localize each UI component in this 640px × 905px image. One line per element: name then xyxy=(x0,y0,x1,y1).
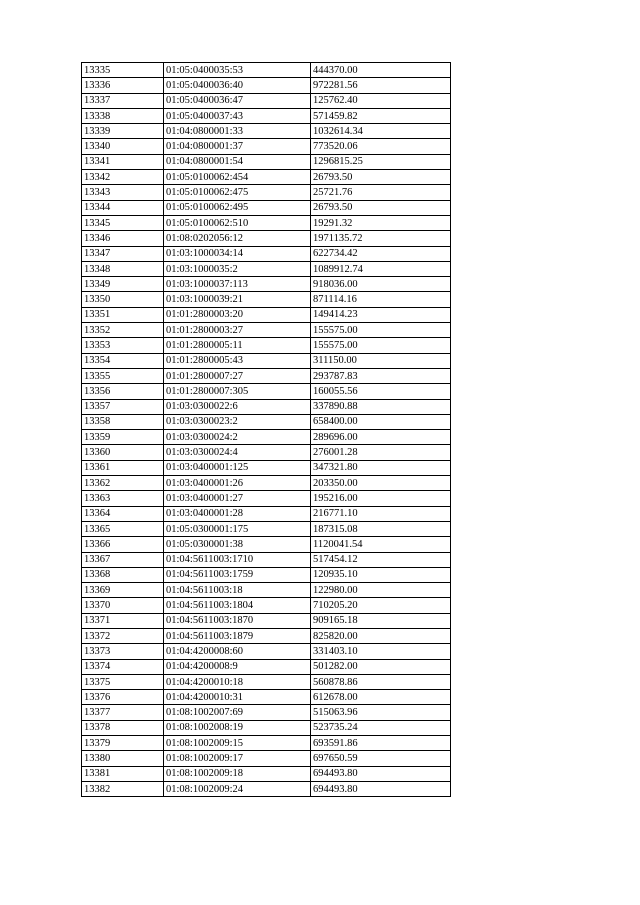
cadastral-number-cell: 01:08:1002009:24 xyxy=(164,781,311,796)
cadastral-number-cell: 01:03:0300022:6 xyxy=(164,399,311,414)
row-number-cell: 13376 xyxy=(82,690,164,705)
value-cell: 122980.00 xyxy=(311,583,451,598)
cadastral-number-cell: 01:05:0100062:510 xyxy=(164,215,311,230)
table-row xyxy=(82,705,451,720)
table-row xyxy=(82,736,451,751)
value-cell: 160055.56 xyxy=(311,384,451,399)
table-row xyxy=(82,460,451,475)
table-row xyxy=(82,583,451,598)
value-cell: 276001.28 xyxy=(311,445,451,460)
table-row xyxy=(82,277,451,292)
row-number-cell: 13370 xyxy=(82,598,164,613)
value-cell: 19291.32 xyxy=(311,215,451,230)
table-row xyxy=(82,537,451,552)
cadastral-number-cell: 01:03:1000037:113 xyxy=(164,277,311,292)
cadastral-number-cell: 01:03:0300024:2 xyxy=(164,430,311,445)
table-row xyxy=(82,506,451,521)
table-row xyxy=(82,720,451,735)
cadastral-number-cell: 01:05:0100062:475 xyxy=(164,185,311,200)
row-number-cell: 13352 xyxy=(82,323,164,338)
table-body xyxy=(82,63,451,797)
row-number-cell: 13368 xyxy=(82,567,164,582)
table-row xyxy=(82,323,451,338)
row-number-cell: 13354 xyxy=(82,353,164,368)
cadastral-number-cell: 01:05:0100062:495 xyxy=(164,200,311,215)
row-number-cell: 13347 xyxy=(82,246,164,261)
value-cell: 517454.12 xyxy=(311,552,451,567)
row-number-cell: 13369 xyxy=(82,583,164,598)
value-cell: 612678.00 xyxy=(311,690,451,705)
table-row xyxy=(82,368,451,383)
row-number-cell: 13355 xyxy=(82,368,164,383)
value-cell: 658400.00 xyxy=(311,414,451,429)
value-cell: 289696.00 xyxy=(311,430,451,445)
table-row xyxy=(82,292,451,307)
cadastral-number-cell: 01:04:0800001:33 xyxy=(164,124,311,139)
row-number-cell: 13353 xyxy=(82,338,164,353)
cadastral-number-cell: 01:01:2800005:11 xyxy=(164,338,311,353)
value-cell: 216771.10 xyxy=(311,506,451,521)
table-row xyxy=(82,567,451,582)
cadastral-number-cell: 01:03:0300023:2 xyxy=(164,414,311,429)
cadastral-number-cell: 01:04:5611003:1870 xyxy=(164,613,311,628)
cadastral-number-cell: 01:05:0400037:43 xyxy=(164,108,311,123)
row-number-cell: 13372 xyxy=(82,628,164,643)
value-cell: 26793.50 xyxy=(311,200,451,215)
row-number-cell: 13358 xyxy=(82,414,164,429)
row-number-cell: 13357 xyxy=(82,399,164,414)
row-number-cell: 13363 xyxy=(82,491,164,506)
cadastral-number-cell: 01:05:0100062:454 xyxy=(164,170,311,185)
table-row xyxy=(82,93,451,108)
cadastral-number-cell: 01:04:4200008:9 xyxy=(164,659,311,674)
cadastral-number-cell: 01:05:0400035:53 xyxy=(164,63,311,78)
cadastral-number-cell: 01:08:1002007:69 xyxy=(164,705,311,720)
value-cell: 149414.23 xyxy=(311,307,451,322)
value-cell: 694493.80 xyxy=(311,766,451,781)
row-number-cell: 13371 xyxy=(82,613,164,628)
value-cell: 693591.86 xyxy=(311,736,451,751)
row-number-cell: 13336 xyxy=(82,78,164,93)
table-row xyxy=(82,353,451,368)
value-cell: 1089912.74 xyxy=(311,261,451,276)
value-cell: 773520.06 xyxy=(311,139,451,154)
cadastral-number-cell: 01:04:4200010:31 xyxy=(164,690,311,705)
value-cell: 444370.00 xyxy=(311,63,451,78)
value-cell: 155575.00 xyxy=(311,338,451,353)
row-number-cell: 13335 xyxy=(82,63,164,78)
cadastral-number-cell: 01:03:1000035:2 xyxy=(164,261,311,276)
table-row xyxy=(82,307,451,322)
cadastral-number-cell: 01:04:4200008:60 xyxy=(164,644,311,659)
value-cell: 347321.80 xyxy=(311,460,451,475)
table-row xyxy=(82,674,451,689)
value-cell: 293787.83 xyxy=(311,368,451,383)
row-number-cell: 13364 xyxy=(82,506,164,521)
value-cell: 311150.00 xyxy=(311,353,451,368)
cadastral-number-cell: 01:08:0202056:12 xyxy=(164,231,311,246)
value-cell: 697650.59 xyxy=(311,751,451,766)
row-number-cell: 13348 xyxy=(82,261,164,276)
value-cell: 710205.20 xyxy=(311,598,451,613)
value-cell: 560878.86 xyxy=(311,674,451,689)
cadastral-number-cell: 01:08:1002009:15 xyxy=(164,736,311,751)
value-cell: 187315.08 xyxy=(311,521,451,536)
row-number-cell: 13381 xyxy=(82,766,164,781)
row-number-cell: 13362 xyxy=(82,476,164,491)
cadastral-number-cell: 01:03:0400001:26 xyxy=(164,476,311,491)
cadastral-number-cell: 01:04:5611003:1804 xyxy=(164,598,311,613)
row-number-cell: 13350 xyxy=(82,292,164,307)
row-number-cell: 13351 xyxy=(82,307,164,322)
table-row xyxy=(82,185,451,200)
table-row xyxy=(82,644,451,659)
cadastral-number-cell: 01:03:0300024:4 xyxy=(164,445,311,460)
table-row xyxy=(82,598,451,613)
value-cell: 26793.50 xyxy=(311,170,451,185)
value-cell: 337890.88 xyxy=(311,399,451,414)
value-cell: 331403.10 xyxy=(311,644,451,659)
row-number-cell: 13366 xyxy=(82,537,164,552)
value-cell: 1120041.54 xyxy=(311,537,451,552)
cadastral-number-cell: 01:05:0400036:40 xyxy=(164,78,311,93)
cadastral-number-cell: 01:01:2800003:20 xyxy=(164,307,311,322)
cadastral-number-cell: 01:03:0400001:125 xyxy=(164,460,311,475)
table-row xyxy=(82,491,451,506)
row-number-cell: 13360 xyxy=(82,445,164,460)
table-row xyxy=(82,108,451,123)
cadastral-number-cell: 01:04:5611003:1710 xyxy=(164,552,311,567)
table-row xyxy=(82,552,451,567)
cadastral-number-cell: 01:05:0400036:47 xyxy=(164,93,311,108)
table-row xyxy=(82,690,451,705)
row-number-cell: 13365 xyxy=(82,521,164,536)
cadastral-number-cell: 01:01:2800005:43 xyxy=(164,353,311,368)
value-cell: 125762.40 xyxy=(311,93,451,108)
table-row xyxy=(82,384,451,399)
value-cell: 523735.24 xyxy=(311,720,451,735)
table-row xyxy=(82,170,451,185)
value-cell: 909165.18 xyxy=(311,613,451,628)
value-cell: 1032614.34 xyxy=(311,124,451,139)
row-number-cell: 13379 xyxy=(82,736,164,751)
table-row xyxy=(82,124,451,139)
table-row xyxy=(82,338,451,353)
row-number-cell: 13346 xyxy=(82,231,164,246)
row-number-cell: 13361 xyxy=(82,460,164,475)
cadastral-number-cell: 01:04:4200010:18 xyxy=(164,674,311,689)
table-row xyxy=(82,154,451,169)
cadastral-number-cell: 01:03:1000039:21 xyxy=(164,292,311,307)
cadastral-number-cell: 01:03:0400001:27 xyxy=(164,491,311,506)
cadastral-number-cell: 01:04:5611003:1879 xyxy=(164,628,311,643)
row-number-cell: 13375 xyxy=(82,674,164,689)
cadastral-number-cell: 01:01:2800007:27 xyxy=(164,368,311,383)
row-number-cell: 13342 xyxy=(82,170,164,185)
table-row xyxy=(82,766,451,781)
cadastral-number-cell: 01:04:5611003:18 xyxy=(164,583,311,598)
table-row xyxy=(82,659,451,674)
data-table xyxy=(81,62,451,797)
cadastral-number-cell: 01:08:1002008:19 xyxy=(164,720,311,735)
cadastral-number-cell: 01:08:1002009:18 xyxy=(164,766,311,781)
cadastral-number-cell: 01:01:2800007:305 xyxy=(164,384,311,399)
row-number-cell: 13341 xyxy=(82,154,164,169)
row-number-cell: 13345 xyxy=(82,215,164,230)
value-cell: 622734.42 xyxy=(311,246,451,261)
row-number-cell: 13382 xyxy=(82,781,164,796)
value-cell: 120935.10 xyxy=(311,567,451,582)
row-number-cell: 13367 xyxy=(82,552,164,567)
row-number-cell: 13340 xyxy=(82,139,164,154)
table-row xyxy=(82,414,451,429)
row-number-cell: 13349 xyxy=(82,277,164,292)
value-cell: 918036.00 xyxy=(311,277,451,292)
table-row xyxy=(82,78,451,93)
value-cell: 571459.82 xyxy=(311,108,451,123)
table-row xyxy=(82,445,451,460)
table-row xyxy=(82,613,451,628)
value-cell: 195216.00 xyxy=(311,491,451,506)
cadastral-number-cell: 01:05:0300001:175 xyxy=(164,521,311,536)
row-number-cell: 13377 xyxy=(82,705,164,720)
cadastral-number-cell: 01:05:0300001:38 xyxy=(164,537,311,552)
row-number-cell: 13359 xyxy=(82,430,164,445)
value-cell: 155575.00 xyxy=(311,323,451,338)
table-row xyxy=(82,139,451,154)
value-cell: 825820.00 xyxy=(311,628,451,643)
value-cell: 1971135.72 xyxy=(311,231,451,246)
cadastral-number-cell: 01:03:1000034:14 xyxy=(164,246,311,261)
row-number-cell: 13380 xyxy=(82,751,164,766)
cadastral-number-cell: 01:04:5611003:1759 xyxy=(164,567,311,582)
table-row xyxy=(82,521,451,536)
row-number-cell: 13344 xyxy=(82,200,164,215)
cadastral-number-cell: 01:04:0800001:37 xyxy=(164,139,311,154)
value-cell: 972281.56 xyxy=(311,78,451,93)
cadastral-number-cell: 01:08:1002009:17 xyxy=(164,751,311,766)
row-number-cell: 13356 xyxy=(82,384,164,399)
table-row xyxy=(82,781,451,796)
row-number-cell: 13338 xyxy=(82,108,164,123)
cadastral-number-cell: 01:04:0800001:54 xyxy=(164,154,311,169)
table-row xyxy=(82,200,451,215)
row-number-cell: 13337 xyxy=(82,93,164,108)
row-number-cell: 13373 xyxy=(82,644,164,659)
value-cell: 515063.96 xyxy=(311,705,451,720)
table-row xyxy=(82,399,451,414)
row-number-cell: 13343 xyxy=(82,185,164,200)
row-number-cell: 13374 xyxy=(82,659,164,674)
table-row xyxy=(82,628,451,643)
value-cell: 1296815.25 xyxy=(311,154,451,169)
table-row xyxy=(82,476,451,491)
table-row xyxy=(82,430,451,445)
table-row xyxy=(82,215,451,230)
row-number-cell: 13339 xyxy=(82,124,164,139)
value-cell: 694493.80 xyxy=(311,781,451,796)
table-row xyxy=(82,261,451,276)
table-row xyxy=(82,751,451,766)
value-cell: 25721.76 xyxy=(311,185,451,200)
row-number-cell: 13378 xyxy=(82,720,164,735)
value-cell: 871114.16 xyxy=(311,292,451,307)
table-row xyxy=(82,231,451,246)
value-cell: 501282.00 xyxy=(311,659,451,674)
table-row xyxy=(82,246,451,261)
table-row xyxy=(82,63,451,78)
cadastral-number-cell: 01:03:0400001:28 xyxy=(164,506,311,521)
value-cell: 203350.00 xyxy=(311,476,451,491)
cadastral-number-cell: 01:01:2800003:27 xyxy=(164,323,311,338)
